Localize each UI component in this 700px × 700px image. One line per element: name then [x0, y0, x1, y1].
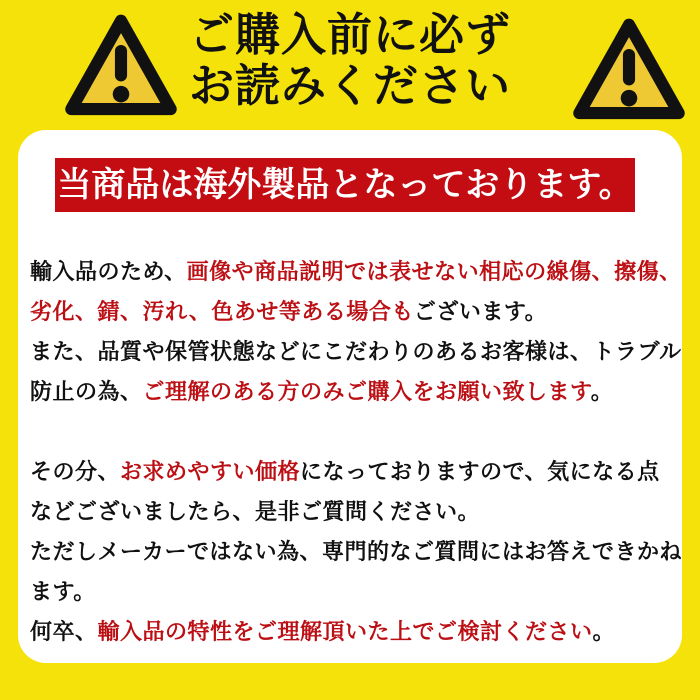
text-run: その分、	[30, 460, 121, 485]
body-line	[30, 493, 668, 533]
body-line	[30, 613, 668, 653]
body-line	[30, 533, 683, 573]
text-run: 輸入品の特性をご理解頂いた上でご検討ください	[97, 620, 593, 645]
body-line	[30, 333, 682, 373]
body-line-spacer	[30, 413, 668, 453]
warning-triangle-icon	[570, 17, 688, 123]
overseas-product-banner: 当商品は海外製品となっております。	[55, 158, 635, 212]
body-line	[30, 253, 682, 293]
body-line	[30, 573, 668, 613]
text-run: ございます。	[413, 300, 548, 325]
text-run: 。	[590, 380, 614, 405]
text-run: 劣化、錆、汚れ、色あせ等ある場合も	[30, 300, 414, 325]
text-run: になっておりますので、気になる点	[300, 460, 660, 485]
body-line	[30, 293, 668, 333]
text-run: 輸入品のため、	[30, 260, 187, 285]
header	[0, 0, 700, 130]
text-run: 防止の為、	[30, 380, 143, 405]
notice-body	[30, 253, 683, 653]
text-run: 何卒、	[30, 620, 98, 645]
text-run: ただしメーカーではない為、専門的なご質問にはお答えできかね	[30, 540, 683, 565]
text-run: 。	[592, 620, 616, 645]
text-run: また、品質や保管状態などにこだわりのあるお客様は、トラブル	[30, 340, 682, 365]
page-title-line-1: ご購入前に必ず	[188, 8, 511, 61]
body-line	[30, 453, 668, 493]
text-run: ご理解のある方のみご購入をお願い致します	[142, 380, 591, 405]
text-run: ます。	[30, 580, 96, 605]
text-run: などございましたら、是非ご質問ください。	[30, 500, 481, 525]
body-line	[30, 373, 668, 413]
notice-card	[18, 130, 682, 663]
text-run: お求めやすい価格	[120, 460, 301, 485]
page-title-line-2: お読みください	[188, 59, 511, 112]
text-run: 画像や商品説明では表せない相応の線傷、擦傷、	[186, 260, 682, 285]
